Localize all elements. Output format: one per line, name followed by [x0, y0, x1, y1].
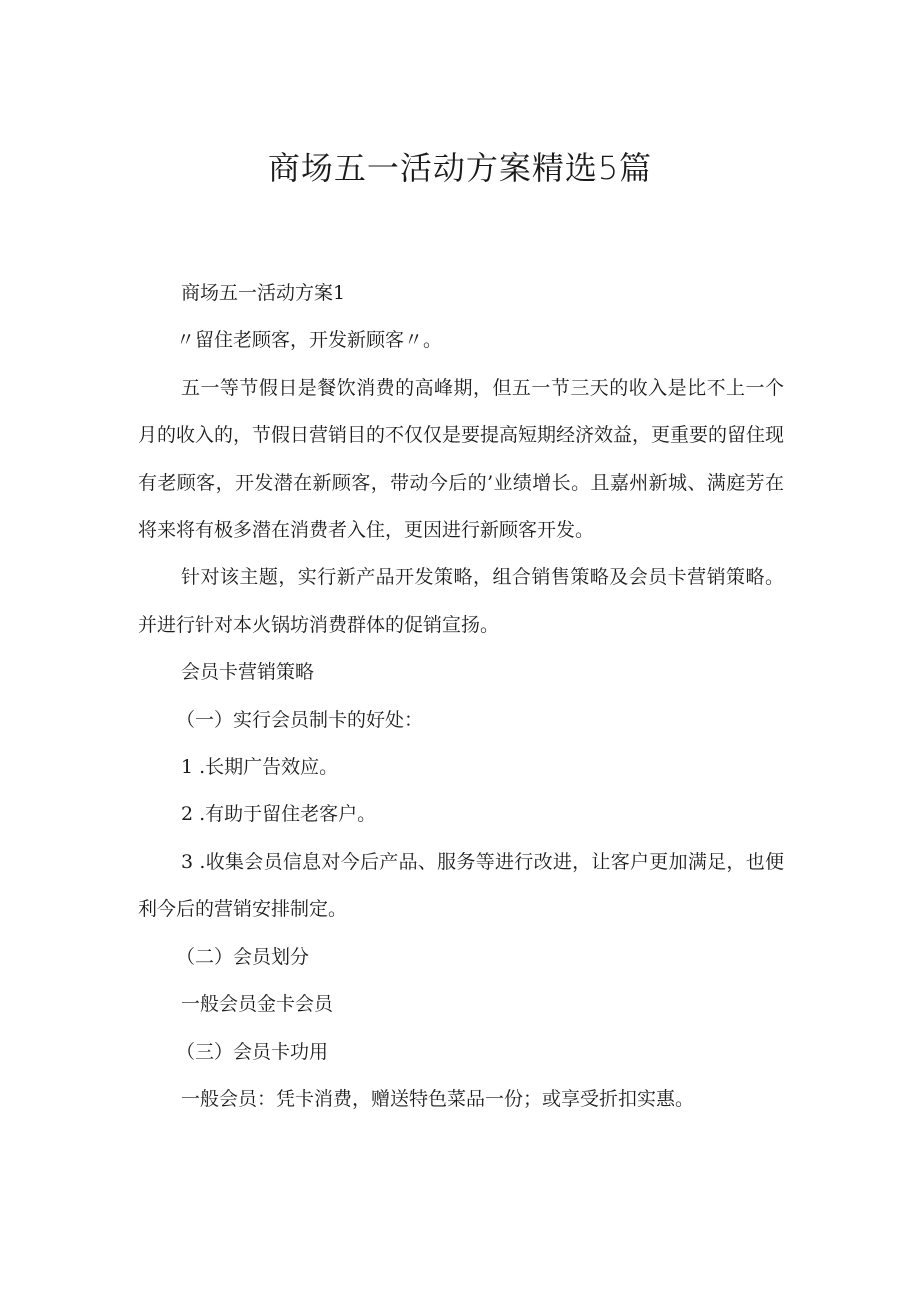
list-item: 1 .长期广告效应。	[181, 756, 339, 779]
section-heading: 商场五一活动方案1	[181, 282, 346, 304]
body-paragraph: 五一等节假日是餐饮消费的高峰期，但五一节三天的收入是比不上一个月的收入的，节假日营销目的不仅仅是要提高短期经济效益，更重要的留住现有老顾客，开发潜在新顾客，带动今后的’业绩增长。且嘉州新城、满庭芳在将来将有极多潜在消费者入住，更因进行新顾客开发。	[138, 376, 785, 542]
subsection-heading: （三）会员卡功用	[176, 1040, 329, 1063]
subsection-heading: （一）实行会员制卡的好处：	[176, 708, 424, 731]
document-title: 商场五一活动方案精选5篇	[267, 149, 653, 187]
list-item: 3 .收集会员信息对今后产品、服务等进行改进，让客户更加满足，也便利今后的营销安排制定。	[138, 850, 784, 921]
subsection-heading: 会员卡营销策略	[181, 661, 315, 684]
document-body	[138, 270, 784, 1123]
list-item: 2 .有助于留住老客户。	[181, 803, 377, 826]
body-paragraph: 一般会员：凭卡消费，赠送特色菜品一份；或享受折扣实惠。	[181, 1087, 695, 1110]
body-paragraph: 一般会员金卡会员	[181, 993, 334, 1016]
slogan-paragraph: 〃留住老顾客，开发新顾客〃。	[176, 329, 443, 352]
subsection-heading: （二）会员划分	[176, 945, 310, 968]
body-paragraph: 针对该主题，实行新产品开发策略，组合销售策略及会员卡营销策略。并进行针对本火锅坊消费群体的促销宣扬。	[138, 566, 784, 636]
